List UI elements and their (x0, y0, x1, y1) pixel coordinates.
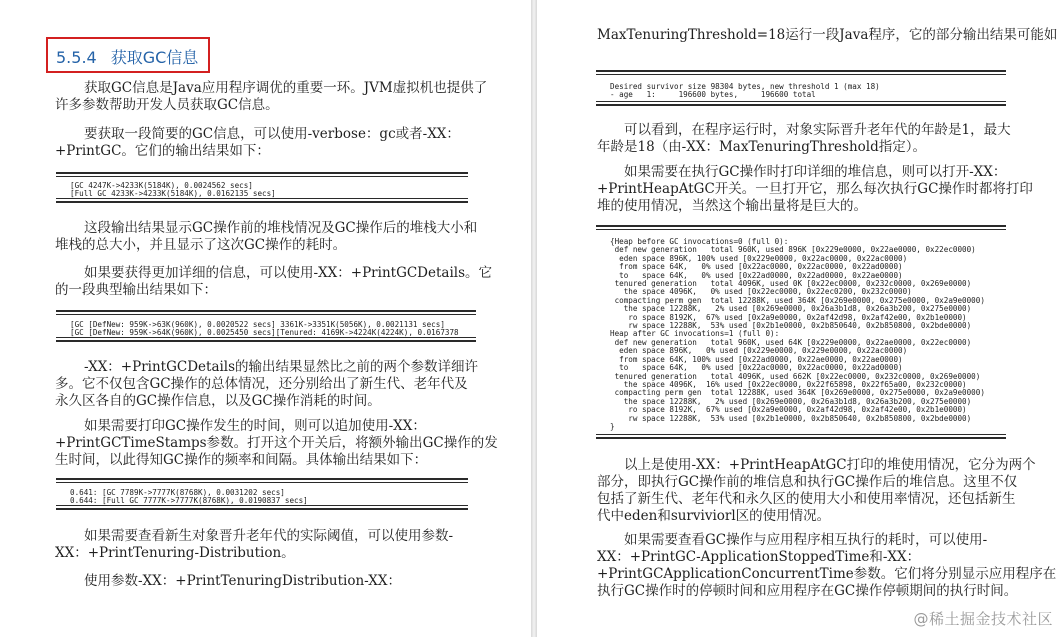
code-line: Desired survivor size 98304 bytes, new threshold 1 (max 18) (610, 82, 880, 91)
text-line: 这段输出结果显示GC操作前的堆栈情况及GC操作后的堆栈大小和 (84, 220, 478, 236)
paragraph-7 (55, 528, 454, 562)
code-line: the space 12288K, 2% used [0x269e0000, 0x26a3b1d8, 0x26a3b200, 0x275e0000) (610, 396, 972, 406)
code-line: } (610, 421, 615, 431)
section-title: 获取GC信息 (110, 48, 199, 67)
code-line: [GC [DefNew: 959K->63K(960K), 0.0020522 secs] 3361K->3351K(5056K), 0.0021131 secs] (70, 320, 445, 329)
code-line: tenured generation total 4096K, used 662K [0x22ec0000, 0x232c0000, 0x269e0000) (610, 371, 981, 381)
code-line: from space 64K, 100% used [0x22ad0000, 0x22ae0000, 0x22ae0000) (610, 354, 903, 364)
code-block-verbose-gc (56, 172, 468, 203)
text-line: 获取GC信息是Java应用程序调优的重要一环。JVM虚拟机也提供了 (84, 80, 488, 96)
text-line: 执行GC操作时的停顿时间和应用程序在GC操作停顿期间的执行时间。 (597, 583, 1018, 599)
code-lines (610, 238, 985, 431)
text-line: MaxTenuringThreshold=18运行一段Java程序，它的部分输出结果可能如 (597, 27, 1058, 43)
code-lines (70, 321, 459, 338)
text-line: 代中eden和surviviorl区的使用情况。 (597, 508, 831, 524)
code-line: the space 12288K, 2% used [0x269e0000, 0x26a3b1d8, 0x26a3b200, 0x275e0000) (610, 304, 972, 314)
code-lines (70, 182, 276, 199)
code-line: [Full GC 4233K->4233K(5184K), 0.0162135 secs] (70, 189, 276, 199)
text-line: XX：+PrintTenuring-Distribution。 (55, 545, 295, 561)
paragraph-3 (55, 220, 478, 254)
text-line: 如果需要打印GC操作发生的时间，则可以追加使用-XX： (84, 418, 426, 434)
text-line: 如果要获得更加详细的信息，可以使用-XX：+PrintGCDetails。它 (84, 265, 493, 281)
code-line: 0.641: [GC 7789K->7777K(8768K), 0.0031202 secs] (70, 488, 285, 497)
paragraph-r1 (597, 122, 1011, 156)
code-line: to space 64K, 0% used [0x22ac0000, 0x22ac0000, 0x22ad0000) (610, 363, 903, 373)
text-line: 如果需要查看GC操作与应用程序相互执行的耗时，可以使用- (624, 532, 988, 548)
text-line: -XX：+PrintGCDetails的输出结果显然比之前的两个参数详细许 (84, 359, 479, 375)
code-line: compacting perm gen total 12288K, used 364K [0x269e0000, 0x275e0000, 0x2a9e0000) (610, 388, 985, 398)
paragraph-r3 (597, 457, 1036, 525)
code-line: eden space 896K, 0% used [0x229e0000, 0x229e0000, 0x22ac0000) (610, 346, 908, 356)
code-line: def new generation total 960K, used 64K [0x229e0000, 0x22ae0000, 0x22ec0000) (610, 337, 972, 347)
code-line: rw space 12288K, 53% used [0x2b1e0000, 0x2b850640, 0x2b850800, 0x2bde0000) (610, 413, 972, 423)
text-line: 如果需要在执行GC操作时打印详细的堆信息，则可以打开-XX： (624, 164, 1007, 180)
code-line: the space 4096K, 0% used [0x22ec0000, 0x22ec0200, 0x232c0000) (610, 287, 912, 297)
code-lines (610, 83, 880, 100)
paragraph-4 (55, 265, 493, 299)
left-page (0, 0, 530, 637)
paragraph-6 (55, 418, 498, 469)
code-line: {Heap before GC invocations=0 (full 0): (610, 237, 789, 246)
code-line: from space 64K, 0% used [0x22ac0000, 0x22ac0000, 0x22ad0000) (610, 262, 903, 272)
code-line: ro space 8192K, 67% used [0x2a9e0000, 0x2af42d98, 0x2af42e00, 0x2b1e0000) (610, 312, 967, 322)
code-line: the space 4096K, 16% used [0x22ec0000, 0x22f65898, 0x22f65a00, 0x232c0000) (610, 379, 967, 389)
paragraph-r2 (597, 164, 1033, 215)
code-line: ro space 8192K, 67% used [0x2a9e0000, 0x2af42d98, 0x2af42e00, 0x2b1e0000) (610, 405, 967, 415)
text-line: XX：+PrintGC-ApplicationStoppedTime和-XX： (597, 549, 921, 565)
code-block-heap-at-gc (596, 225, 1006, 439)
text-line: 以上是使用-XX：+PrintHeapAtGC打印的堆使用情况，它分为两个 (624, 457, 1036, 473)
code-line: eden space 896K, 100% used [0x229e0000, 0x22ac0000, 0x22ac0000) (610, 253, 908, 263)
code-line: to space 64K, 0% used [0x22ad0000, 0x22ad0000, 0x22ae0000) (610, 270, 903, 280)
code-line: def new generation total 960K, used 896K [0x229e0000, 0x22ae0000, 0x22ec0000) (610, 245, 976, 255)
paragraph-continuation (597, 27, 1057, 44)
text-line: 生时间，以此得知GC操作的频率和间隔。具体输出结果如下： (55, 452, 428, 468)
section-heading (56, 45, 198, 68)
text-line: 部分，即执行GC操作前的堆信息和执行GC操作后的堆信息。这里不仅 (597, 474, 1018, 490)
right-page (537, 0, 1063, 637)
text-line: 可以看到，在程序运行时，对象实际晋升老年代的年龄是1，最大 (624, 122, 1011, 138)
code-block-gc-timestamps (56, 478, 468, 510)
code-line: 0.644: [Full GC 7777K->7777K(8768K), 0.0190837 secs] (70, 496, 308, 506)
text-line: +PrintGCTimeStamps参数。打开这个开关后，将额外输出GC操作的发 (55, 435, 498, 451)
code-line: [GC 4247K->4233K(5184K), 0.0024562 secs] (70, 181, 253, 190)
code-lines (70, 489, 308, 506)
section-number: 5.5.4 (56, 48, 97, 67)
paragraph-5 (55, 359, 479, 410)
paragraph-r4 (597, 532, 1057, 600)
code-line: tenured generation total 4096K, used 0K [0x22ec0000, 0x232c0000, 0x269e0000) (610, 279, 972, 289)
text-line: 包括了新生代、老年代和永久区的使用大小和使用率情况，还包括新生 (597, 491, 1016, 507)
code-line: Heap after GC invocations=1 (full 0): (610, 329, 780, 339)
text-line: 年龄是18（由-XX：MaxTenuringThreshold指定）。 (597, 139, 926, 155)
code-line: - age 1: 196600 bytes, 196600 total (610, 90, 816, 100)
watermark: @稀土掘金技术社区 (913, 610, 1053, 628)
text-line: 使用参数-XX：+PrintTenuringDistribution-XX： (84, 573, 401, 589)
paragraph-8 (84, 573, 401, 590)
text-line: +PrintHeapAtGC开关。一旦打开它，那么每次执行GC操作时都将打印 (597, 181, 1033, 197)
text-line: 堆栈的总大小，并且显示了这次GC操作的耗时。 (55, 237, 347, 253)
text-line: 的一段典型输出结果如下： (55, 282, 217, 298)
code-line: [GC [DefNew: 959K->64K(960K), 0.0025450 secs][Tenured: 4169K->4224K(4224K), 0.0167378 (70, 328, 459, 338)
code-line: rw space 12288K, 53% used [0x2b1e0000, 0x2b850640, 0x2b850800, 0x2bde0000) (610, 321, 972, 331)
code-block-gc-details (56, 310, 476, 342)
text-line: +PrintGC。它们的输出结果如下： (55, 143, 270, 159)
code-line: compacting perm gen total 12288K, used 364K [0x269e0000, 0x275e0000, 0x2a9e0000) (610, 295, 985, 305)
paragraph-1 (55, 80, 488, 114)
text-line: 如果需要查看新生对象晋升老年代的实际阈值，可以使用参数- (84, 528, 454, 544)
text-line: 永久区各自的GC操作信息，以及GC操作消耗的时间。 (55, 393, 381, 409)
text-line: +PrintGCApplicationConcurrentTime参数。它们将分别显示应用程序在 (597, 566, 1057, 582)
text-line: 堆的使用情况，当然这个输出量将是巨大的。 (597, 198, 867, 214)
text-line: 要获取一段简要的GC信息，可以使用-verbose：gc或者-XX： (84, 126, 460, 142)
code-block-tenuring (596, 70, 1006, 106)
paragraph-2 (55, 126, 460, 160)
text-line: 多。它不仅包含GC操作的总体情况，还分别给出了新生代、老年代及 (55, 376, 468, 392)
text-line: 许多参数帮助开发人员获取GC信息。 (55, 97, 279, 113)
